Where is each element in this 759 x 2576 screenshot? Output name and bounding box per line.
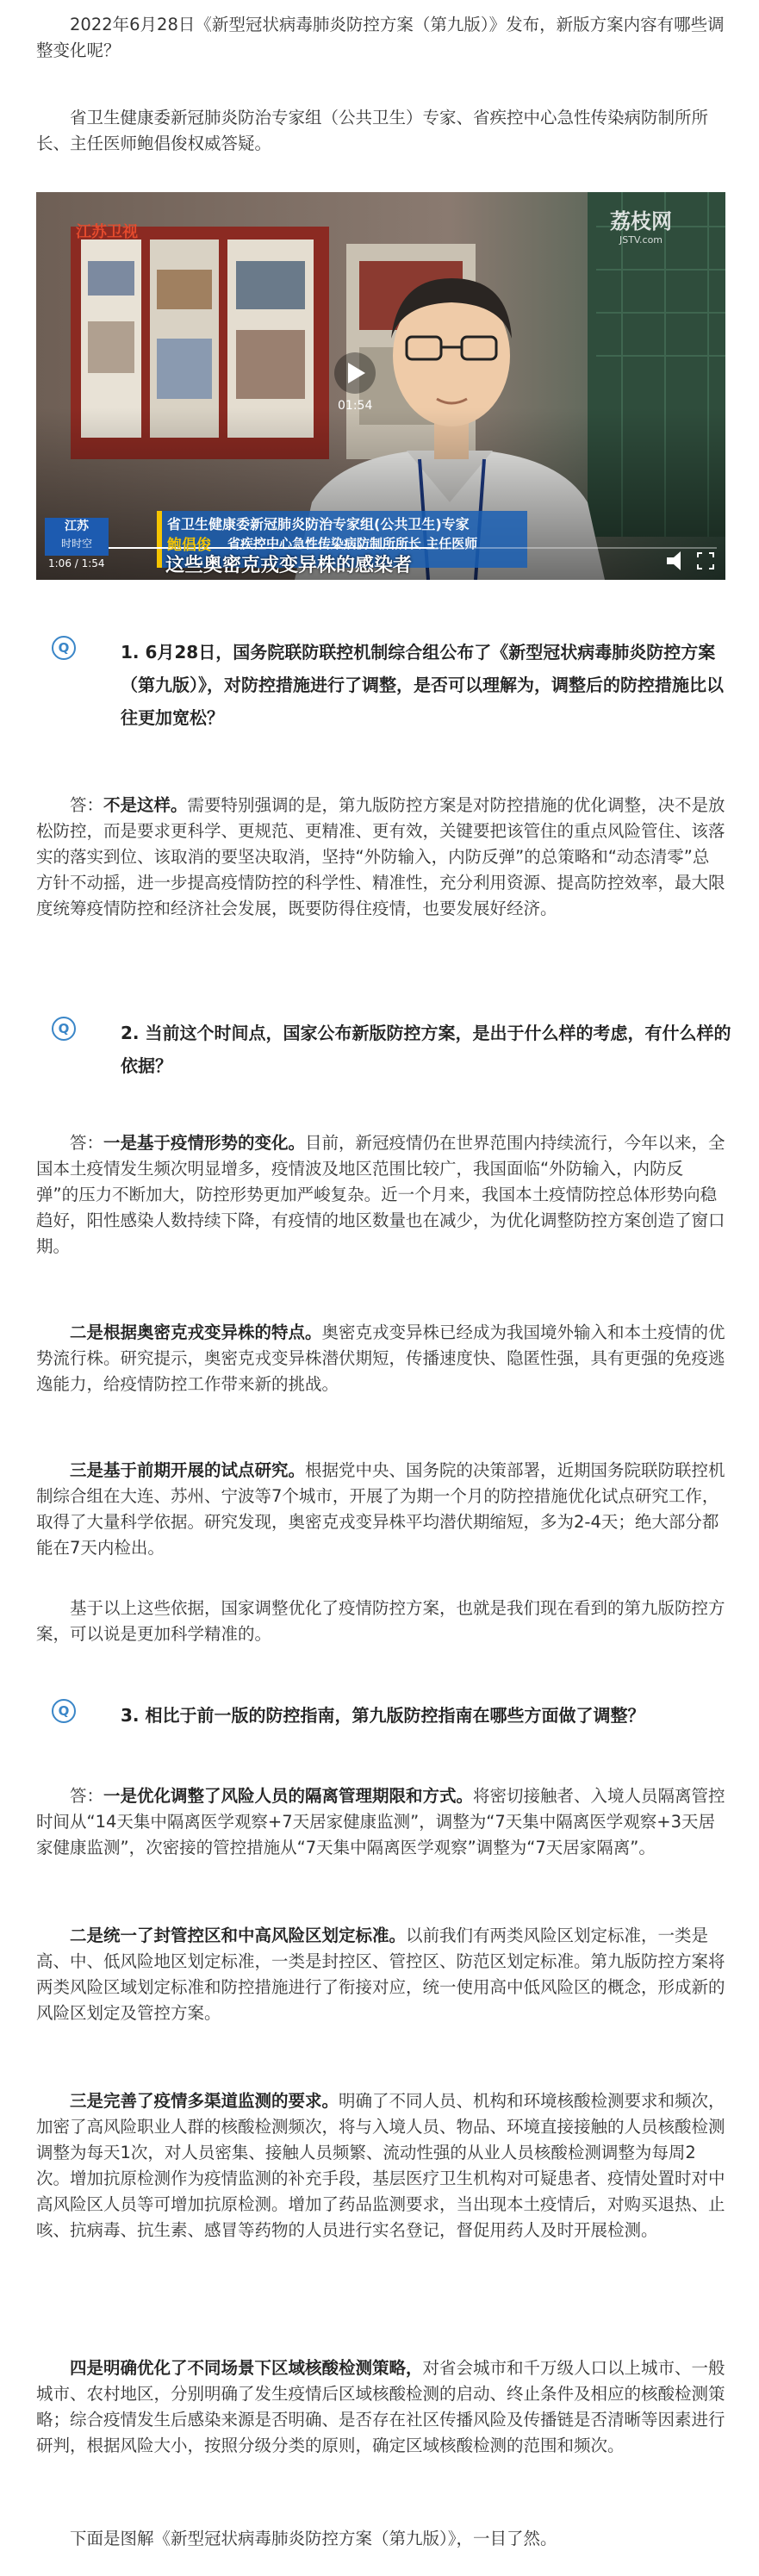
play-button[interactable] (334, 352, 376, 394)
video-center-time: 01:54 (338, 399, 373, 413)
video-watermark: 荔枝网 JSTV.com (610, 209, 672, 246)
answer-2-paragraph-1: 答：一是基于疫情形势的变化。目前，新冠疫情仍在世界范围内持续流行，今年以来，全国本土疫情发生频次明显增多，疫情波及地区范围比较广，我国面临“外防输入，内防反弹”的压力不断加大，防控形势更加严峻复杂。近一个月来，我国本土疫情防控总体形势向稳趋好，阳性感染人数持续下降，有疫情的地区数量也在减少，为优化调整防控方案创造了窗口期。 (36, 1133, 725, 1256)
question-2 (52, 1017, 732, 1086)
question-1 (52, 636, 732, 739)
question-icon: Q (52, 1017, 76, 1041)
channel-logo: 江苏卫视 (76, 223, 138, 241)
question-3-text: 3. 相比于前一版的防控指南，第九版防控指南在哪些方面做了调整？ (121, 1705, 645, 1726)
caption-name: 鲍倡俊 (167, 537, 211, 554)
caption-line-2: 省疾控中心急性传染病防制所所长 主任医师 (227, 536, 478, 551)
video-player[interactable] (36, 192, 725, 580)
program-brand: 江苏 时时空 (45, 518, 109, 556)
question-icon: Q (52, 636, 76, 660)
question-icon: Q (52, 1699, 76, 1723)
intro-paragraph-2: 省卫生健康委新冠肺炎防治专家组（公共卫生）专家、省疾控中心急性传染病防制所所长、主任医师鲍倡俊权威答疑。 (36, 108, 709, 153)
caption-line-1: 省卫生健康委新冠肺炎防治专家组(公共卫生)专家 (167, 516, 470, 532)
answer-2-paragraph-3: 三是基于前期开展的试点研究。根据党中央、国务院的决策部署，近期国务院联防联控机制综合组在大连、苏州、宁波等7个城市，开展了为期一个月的防控措施优化试点研究工作，取得了大量科学依据。研究发现，奥密克戎变异株平均潜伏期缩短，多为2-4天；绝大部分都能在7天内检出。 (36, 1460, 725, 1558)
video-time-display: 1:06 / 1:54 (48, 557, 105, 569)
video-subtitle: 这些奥密克戎变异株的感染者 (165, 555, 413, 576)
answer-3-paragraph-3: 三是完善了疫情多渠道监测的要求。明确了不同人员、机构和环境核酸检测要求和频次，加密了高风险职业人群的核酸检测频次，将与入境人员、物品、环境直接接触的人员核酸检测调整为每天1次，对人员密集、接触人员频繁、流动性强的从业人员核酸检测调整为每周2次。增加抗原检测作为疫情监测的补充手段，基层医疗卫生机构对可疑患者、疫情处置时对中高风险区人员等可增加抗原检测。增加了药品监测要求，当出现本土疫情后，对购买退热、止咳、抗病毒、抗生素、感冒等药物的人员进行实名登记，督促用药人及时开展检测。 (36, 2091, 725, 2240)
question-2-text: 2. 当前这个时间点，国家公布新版防控方案，是出于什么样的考虑，有什么样的依据？ (121, 1023, 731, 1076)
answer-2-paragraph-2: 二是根据奥密克戎变异株的特点。奥密克戎变异株已经成为我国境外输入和本土疫情的优势流行株。研究提示，奥密克戎变异株潜伏期短，传播速度快、隐匿性强，具有更强的免疫逃逸能力，给疫情防控工作带来新的挑战。 (36, 1322, 725, 1394)
answer-3-paragraph-4: 四是明确优化了不同场景下区域核酸检测策略，对省会城市和千万级人口以上城市、一般城市、农村地区，分别明确了发生疫情后区域核酸检测的启动、终止条件及相应的核酸检测策略；综合疫情发生后感染来源是否明确、是否存在社区传播风险及传播链是否清晰等因素进行研判，根据风险大小，按照分级分类的原则，确定区域核酸检测的范围和频次。 (36, 2358, 725, 2455)
answer-3-paragraph-1: 答：一是优化调整了风险人员的隔离管理期限和方式。将密切接触者、入境人员隔离管控时间从“14天集中隔离医学观察+7天居家健康监测”，调整为“7天集中隔离医学观察+3天居家健康监测”，次密接的管控措施从“7天集中隔离医学观察”调整为“7天居家隔离”。 (36, 1786, 725, 1857)
question-3 (52, 1699, 732, 1742)
answer-3-paragraph-5: 下面是图解《新型冠状病毒肺炎防控方案（第九版）》，一目了然。 (70, 2529, 557, 2548)
answer-2-paragraph-4: 基于以上这些依据，国家调整优化了疫情防控方案，也就是我们现在看到的第九版防控方案，可以说是更加科学精准的。 (36, 1598, 725, 1644)
answer-3-paragraph-2: 二是统一了封管控区和中高风险区划定标准。以前我们有两类风险区划定标准，一类是高、中、低风险地区划定标准，一类是封控区、管控区、防范区划定标准。第九版防控方案将两类风险区域划定标准和防控措施进行了衔接对应，统一使用高中低风险区的概念，形成新的风险区划定及管控方案。 (36, 1926, 725, 2023)
answer-1: 答：不是这样。需要特别强调的是，第九版防控方案是对防控措施的优化调整，决不是放松防控，而是要求更科学、更规范、更精准、更有效，关键要把该管住的重点风险管住、该落实的落实到位、该取消的要坚决取消，坚持“外防输入，内防反弹”的总策略和“动态清零”总方针不动摇，进一步提高疫情防控的科学性、精准性，充分利用资源、提高防控效率，最大限度统筹疫情防控和经济社会发展，既要防得住疫情，也要发展好经济。 (36, 795, 725, 918)
question-1-text: 1. 6月28日，国务院联防联控机制综合组公布了《新型冠状病毒肺炎防控方案（第九版）》，对防控措施进行了调整，是否可以理解为，调整后的防控措施比以往更加宽松？ (121, 642, 724, 728)
intro-paragraph-1: 2022年6月28日《新型冠状病毒肺炎防控方案（第九版）》发布，新版方案内容有哪些调整变化呢？ (36, 15, 725, 60)
